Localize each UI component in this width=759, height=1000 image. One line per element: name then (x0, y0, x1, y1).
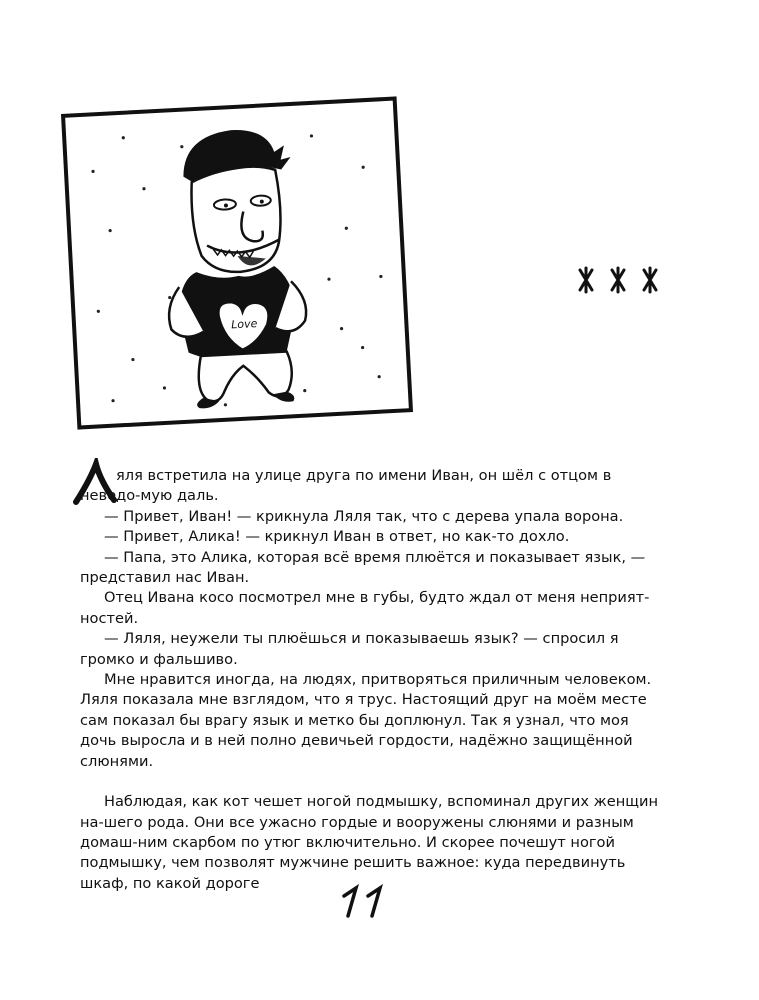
paragraph-7: Мне нравится иногда, на людях, притворяться приличным человеком. (104, 671, 652, 689)
paragraph-6: — Ляля, неужели ты плюёшься и показываешь язык? — спросил я громко и фальшиво. (80, 630, 619, 668)
paragraph-1: яля встретила на улице друга по имени Иван, он шёл с отцом в неведо-мую даль. (80, 467, 612, 505)
heart-label: Love (230, 317, 258, 332)
page-number-text (330, 884, 400, 919)
paragraph-3: — Привет, Алика! — крикнул Иван в ответ, но как-то дохло. (104, 528, 570, 546)
drop-cap (72, 458, 118, 506)
page-number (330, 884, 400, 920)
paragraph-2: — Привет, Иван! — крикнула Ляля так, что с дерева упала ворона. (104, 507, 624, 525)
paragraph-9: Наблюдая, как кот чешет ногой подмышку, вспоминал других женщин на-шего рода. Они все ужасно гордые и вооружены слюнями и разным домаш-ним скарбом по утюг включительно. И скорее почешут ногой подмышку, чем позволят мужчине решить важное: куда передвинуть шкаф, по какой дороге (80, 793, 659, 892)
character-illustration (60, 95, 414, 430)
paragraph-5: Отец Ивана косо посмотрел мне в губы, будто ждал от меня неприят-ностей. (80, 589, 650, 627)
paragraph-8: Ляля показала мне взглядом, что я трус. Настоящий друг на моём месте сам показал бы врагу язык и метко бы доплюнул. Так я узнал, что моя дочь выросла и в ней полно девичьей гордости, надёжно защищённой слюнями. (80, 691, 647, 770)
illustration-frame (60, 95, 414, 430)
paragraph-4: — Папа, это Алика, которая всё время плюётся и показывает язык, — представил нас Иван. (80, 548, 646, 587)
body-text (80, 466, 660, 894)
section-separator-stars (576, 264, 662, 296)
